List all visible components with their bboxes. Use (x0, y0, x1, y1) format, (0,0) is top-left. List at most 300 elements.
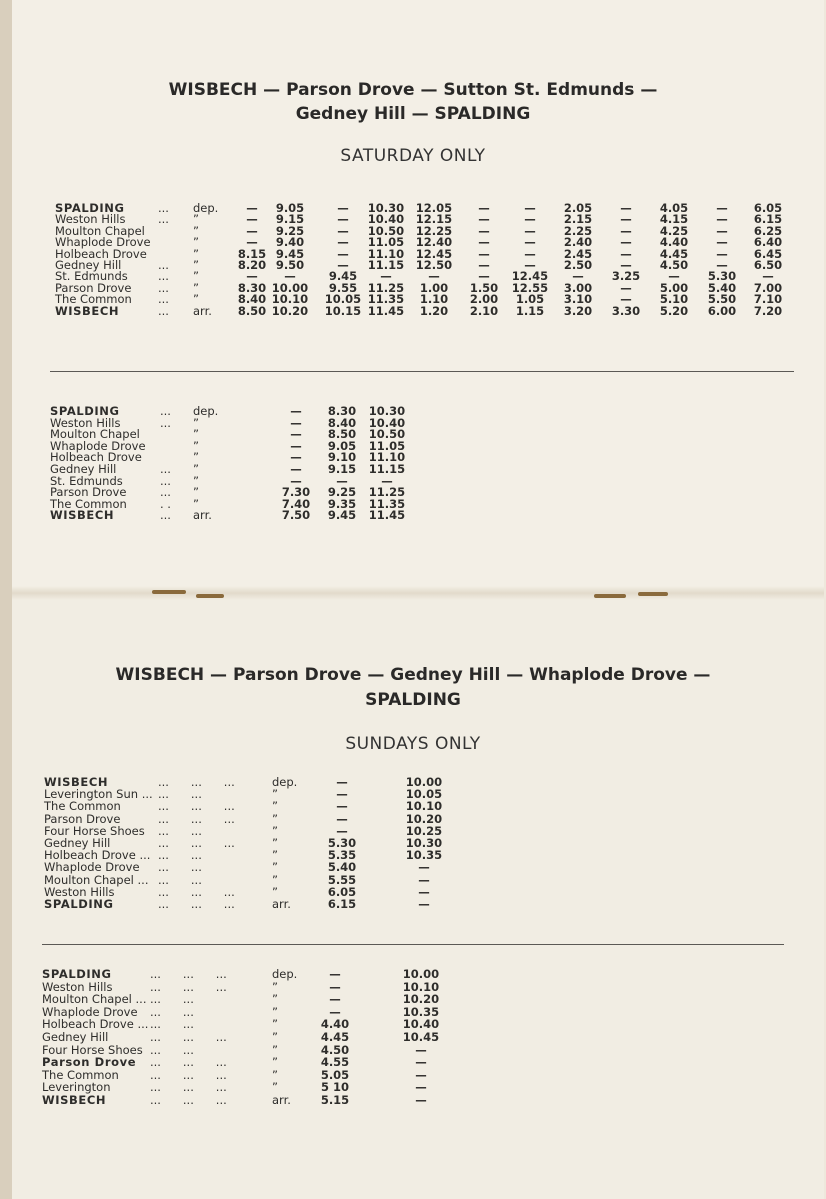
leader-dots: ... (158, 201, 169, 215)
time-cell: — (524, 201, 536, 215)
dep-arr-mark: dep. (272, 967, 298, 981)
dep-arr-mark: ” (272, 823, 278, 838)
time-cell: — (716, 235, 728, 250)
timetable-row (0, 304, 826, 317)
time-cell: 9.35 (327, 496, 357, 511)
dep-arr-mark: ” (193, 438, 199, 453)
time-cell: 11.45 (368, 508, 406, 523)
time-cell: 3.00 (563, 280, 593, 295)
time-cell: 10.20 (405, 811, 443, 826)
time-cell: — (246, 269, 258, 284)
dep-arr-mark: arr. (193, 303, 212, 318)
page-fold (12, 586, 824, 600)
dep-arr-mark: ” (272, 787, 278, 802)
station-name: Parson Drove (42, 1055, 137, 1070)
time-cell: 5.05 (320, 1067, 350, 1082)
time-cell: 4.40 (659, 235, 689, 250)
leader-dots: ... (160, 508, 171, 523)
dep-arr-mark: ” (193, 280, 199, 295)
time-cell: 6.45 (753, 246, 783, 261)
time-cell: 10.05 (405, 787, 443, 802)
time-cell: 10.00 (405, 775, 443, 789)
station-name: SPALDING (44, 897, 114, 911)
time-cell: — (716, 223, 728, 238)
time-cell: 7.50 (281, 508, 311, 523)
leader-dots: ... ... ... (150, 979, 227, 994)
dep-arr-mark: dep. (272, 775, 298, 789)
leader-dots: ... ... ... (158, 811, 235, 826)
time-cell: 10.15 (324, 303, 362, 318)
dep-arr-mark: ” (272, 799, 278, 814)
time-cell: 3.10 (563, 292, 593, 307)
time-cell: 12.50 (415, 258, 453, 272)
time-cell: — (290, 404, 302, 418)
time-cell: 4.40 (320, 1017, 350, 1032)
time-cell: 12.25 (415, 223, 453, 238)
dep-arr-mark: ” (272, 1080, 278, 1095)
time-cell: 11.25 (368, 485, 406, 500)
station-name: Gedney Hill (55, 258, 122, 272)
station-name: Leverington Sun ... (44, 787, 153, 802)
time-cell: — (337, 212, 349, 227)
station-name: Holbeach Drove (55, 246, 147, 261)
time-cell: — (418, 897, 430, 911)
time-cell: 11.35 (367, 292, 405, 307)
time-cell: 9.25 (275, 223, 305, 238)
time-cell: — (337, 235, 349, 250)
time-cell: 2.00 (469, 292, 499, 307)
time-cell: 3.25 (611, 269, 641, 284)
dep-arr-mark: ” (272, 1067, 278, 1082)
sunday-timetable-upper (0, 775, 826, 920)
sunday-day-heading: SUNDAYS ONLY (345, 734, 481, 754)
leader-dots: . . (160, 496, 171, 511)
time-cell: — (620, 280, 632, 295)
time-cell: 11.05 (368, 438, 406, 453)
timetable-row (0, 980, 826, 993)
timetable-row (0, 897, 826, 910)
time-cell: — (524, 258, 536, 272)
leader-dots: ... ... ... (150, 1093, 227, 1107)
time-cell: 5.00 (659, 280, 689, 295)
timetable-row (0, 1043, 826, 1056)
time-cell: 11.25 (367, 280, 405, 295)
time-cell: 10.10 (271, 292, 309, 307)
station-name: Weston Hills (44, 884, 115, 899)
time-cell: 5.20 (659, 303, 689, 318)
time-cell: 6.50 (753, 258, 783, 272)
dep-arr-mark: ” (272, 884, 278, 899)
time-cell: — (716, 246, 728, 261)
time-cell: — (337, 246, 349, 261)
timetable-row (0, 1080, 826, 1093)
time-cell: 5.50 (707, 292, 737, 307)
time-cell: 8.30 (237, 280, 267, 295)
dep-arr-mark: ” (193, 485, 199, 500)
time-cell: 1.05 (515, 292, 545, 307)
time-cell: — (620, 212, 632, 227)
time-cell: 8.50 (237, 303, 267, 318)
timetable-row (0, 1017, 826, 1030)
time-cell: 12.45 (511, 269, 549, 284)
station-name: The Common (50, 496, 127, 511)
time-cell: 9.15 (275, 212, 305, 227)
time-cell: — (329, 967, 341, 981)
time-cell: — (336, 811, 348, 826)
leader-dots: ... (158, 269, 169, 284)
station-name: The Common (44, 799, 121, 814)
leader-dots: ... (160, 415, 171, 430)
time-cell: 9.45 (327, 508, 357, 523)
station-name: SPALDING (42, 967, 112, 981)
time-cell: 10.45 (402, 1030, 440, 1044)
time-cell: — (290, 427, 302, 442)
leader-dots: ... (158, 303, 169, 318)
dep-arr-mark: ” (272, 1004, 278, 1019)
time-cell: 6.15 (753, 212, 783, 227)
time-cell: 11.15 (368, 462, 406, 476)
time-cell: 8.30 (327, 404, 357, 418)
station-name: Moulton Chapel ... (42, 992, 147, 1007)
leader-dots: ... ... ... (158, 775, 235, 789)
saturday-route-title-line1: WISBECH — Parson Drove — Sutton St. Edmunds — (168, 80, 658, 100)
timetable-row (0, 1005, 826, 1018)
station-name: Gedney Hill (50, 462, 117, 476)
sunday-timetable-lower (0, 967, 826, 1112)
dep-arr-mark: ” (272, 979, 278, 994)
time-cell: — (290, 462, 302, 476)
time-cell: — (329, 979, 341, 994)
station-name: St. Edmunds (50, 473, 123, 488)
time-cell: — (337, 201, 349, 215)
leader-dots: ... (158, 212, 169, 227)
time-cell: — (478, 269, 490, 284)
leader-dots: ... ... (158, 860, 202, 875)
leader-dots: ... ... (150, 1042, 194, 1057)
leader-dots: ... ... ... (158, 799, 235, 814)
time-cell: 1.15 (515, 303, 545, 318)
time-cell: — (418, 872, 430, 887)
station-name: Moulton Chapel (55, 223, 145, 238)
time-cell: 11.05 (367, 235, 405, 250)
station-name: SPALDING (50, 404, 120, 418)
sunday-divider (42, 944, 784, 945)
time-cell: — (415, 1080, 427, 1095)
time-cell: 6.15 (327, 897, 357, 911)
station-name: Parson Drove (55, 280, 132, 295)
dep-arr-mark: ” (272, 848, 278, 863)
time-cell: — (478, 258, 490, 272)
timetable-row (0, 1093, 826, 1106)
time-cell: — (524, 212, 536, 227)
timetable-row (0, 824, 826, 837)
sunday-route-title-line2: SPALDING (365, 690, 461, 710)
dep-arr-mark: ” (193, 415, 199, 430)
station-name: Four Horse Shoes (44, 823, 145, 838)
time-cell: 10.10 (405, 799, 443, 814)
leader-dots: ... ... ... (150, 1030, 227, 1044)
timetable-row (0, 787, 826, 800)
time-cell: 11.15 (367, 258, 405, 272)
time-cell: 2.40 (563, 235, 593, 250)
timetable-row (0, 775, 826, 788)
leader-dots: ... (158, 280, 169, 295)
time-cell: — (524, 235, 536, 250)
leader-dots: ... ... ... (158, 884, 235, 899)
time-cell: 9.05 (327, 438, 357, 453)
station-name: The Common (55, 292, 132, 307)
station-name: Holbeach Drove (50, 450, 142, 465)
time-cell: — (246, 212, 258, 227)
dep-arr-mark: ” (272, 1017, 278, 1032)
time-cell: — (524, 246, 536, 261)
station-name: Whaplode Drove (42, 1004, 138, 1019)
time-cell: — (380, 269, 392, 284)
time-cell: 5.30 (327, 836, 357, 850)
sunday-route-title-line1: WISBECH — Parson Drove — Gedney Hill — Whaplode Drove — (115, 665, 711, 685)
station-name: Parson Drove (44, 811, 121, 826)
time-cell: — (716, 258, 728, 272)
time-cell: — (381, 473, 393, 488)
station-name: Leverington (42, 1080, 111, 1095)
saturday-route-title-line2: Gedney Hill — SPALDING (295, 104, 531, 124)
time-cell: 4.45 (659, 246, 689, 261)
time-cell: 10.05 (324, 292, 362, 307)
time-cell: 6.25 (753, 223, 783, 238)
time-cell: — (246, 201, 258, 215)
time-cell: 10.30 (367, 201, 405, 215)
time-cell: — (418, 860, 430, 875)
time-cell: — (478, 223, 490, 238)
timetable-row (0, 967, 826, 980)
station-name: Weston Hills (55, 212, 126, 227)
dep-arr-mark: ” (193, 235, 199, 250)
saturday-divider (50, 371, 794, 372)
time-cell: 10.10 (402, 979, 440, 994)
station-name: Weston Hills (50, 415, 121, 430)
time-cell: 6.05 (753, 201, 783, 215)
time-cell: — (620, 246, 632, 261)
dep-arr-mark: ” (272, 1055, 278, 1070)
dep-arr-mark: arr. (272, 897, 291, 911)
time-cell: 10.35 (405, 848, 443, 863)
time-cell: — (620, 292, 632, 307)
time-cell: — (336, 473, 348, 488)
time-cell: 9.50 (275, 258, 305, 272)
dep-arr-mark: ” (193, 427, 199, 442)
dep-arr-mark: ” (272, 992, 278, 1007)
time-cell: 9.10 (327, 450, 357, 465)
staple-right (594, 594, 626, 598)
leader-dots: ... ... (150, 1004, 194, 1019)
timetable-row (0, 992, 826, 1005)
dep-arr-mark: ” (193, 462, 199, 476)
time-cell: 9.05 (275, 201, 305, 215)
leader-dots: ... ... ... (158, 836, 235, 850)
time-cell: 7.40 (281, 496, 311, 511)
time-cell: — (336, 787, 348, 802)
saturday-timetable-lower (0, 404, 826, 534)
saturday-day-heading: SATURDAY ONLY (340, 146, 486, 166)
dep-arr-mark: ” (193, 269, 199, 284)
staple-left (152, 590, 186, 594)
time-cell: 12.40 (415, 235, 453, 250)
leader-dots: ... ... (158, 823, 202, 838)
leader-dots: ... (158, 258, 169, 272)
time-cell: 12.05 (415, 201, 453, 215)
timetable-row (0, 885, 826, 898)
time-cell: 4.15 (659, 212, 689, 227)
time-cell: 7.30 (281, 485, 311, 500)
time-cell: — (478, 235, 490, 250)
time-cell: — (415, 1042, 427, 1057)
time-cell: — (337, 258, 349, 272)
dep-arr-mark: ” (193, 258, 199, 272)
time-cell: 5.30 (707, 269, 737, 284)
dep-arr-mark: ” (272, 1030, 278, 1044)
time-cell: 9.55 (328, 280, 358, 295)
time-cell: — (418, 884, 430, 899)
time-cell: 7.20 (753, 303, 783, 318)
time-cell: — (336, 823, 348, 838)
leader-dots: ... (160, 473, 171, 488)
time-cell: — (290, 438, 302, 453)
station-name: Weston Hills (42, 979, 113, 994)
time-cell: 4.25 (659, 223, 689, 238)
station-name: WISBECH (44, 775, 109, 789)
leader-dots: ... ... (150, 992, 194, 1007)
time-cell: 5.10 (659, 292, 689, 307)
dep-arr-mark: ” (193, 496, 199, 511)
time-cell: 10.30 (405, 836, 443, 850)
time-cell: — (620, 235, 632, 250)
time-cell: 4.50 (320, 1042, 350, 1057)
leader-dots: ... ... (158, 787, 202, 802)
leader-dots: ... ... ... (150, 1067, 227, 1082)
time-cell: 8.40 (327, 415, 357, 430)
time-cell: 9.15 (327, 462, 357, 476)
time-cell: — (415, 1093, 427, 1107)
time-cell: 10.35 (402, 1004, 440, 1019)
timetable-row (0, 812, 826, 825)
dep-arr-mark: ” (193, 223, 199, 238)
time-cell: 4.50 (659, 258, 689, 272)
leader-dots: ... ... ... (150, 1080, 227, 1095)
time-cell: 11.10 (367, 246, 405, 261)
leader-dots: ... ... ... (150, 1055, 227, 1070)
time-cell: 9.25 (327, 485, 357, 500)
station-name: Whaplode Drove (44, 860, 140, 875)
time-cell: — (478, 201, 490, 215)
time-cell: — (762, 269, 774, 284)
time-cell: 1.00 (419, 280, 449, 295)
leader-dots: ... (160, 462, 171, 476)
time-cell: 5.40 (327, 860, 357, 875)
station-name: WISBECH (50, 508, 115, 523)
time-cell: 12.45 (415, 246, 453, 261)
dep-arr-mark: arr. (272, 1093, 291, 1107)
time-cell: 11.35 (368, 496, 406, 511)
time-cell: 12.15 (415, 212, 453, 227)
leader-dots: ... ... ... (150, 967, 227, 981)
dep-arr-mark: ” (272, 836, 278, 850)
time-cell: 2.15 (563, 212, 593, 227)
staple-right-2 (638, 592, 668, 596)
time-cell: — (620, 201, 632, 215)
time-cell: — (336, 775, 348, 789)
station-name: Parson Drove (50, 485, 127, 500)
time-cell: 10.30 (368, 404, 406, 418)
time-cell: 3.20 (563, 303, 593, 318)
leader-dots: ... ... (158, 848, 202, 863)
time-cell: 10.40 (402, 1017, 440, 1032)
time-cell: 6.05 (327, 884, 357, 899)
dep-arr-mark: ” (193, 246, 199, 261)
time-cell: 5 10 (320, 1080, 349, 1095)
time-cell: — (290, 415, 302, 430)
time-cell: — (478, 246, 490, 261)
time-cell: — (428, 269, 440, 284)
time-cell: 9.45 (328, 269, 358, 284)
time-cell: 2.25 (563, 223, 593, 238)
time-cell: 4.05 (659, 201, 689, 215)
leader-dots: ... ... ... (158, 897, 235, 911)
time-cell: — (337, 223, 349, 238)
time-cell: 1.20 (419, 303, 449, 318)
time-cell: 10.00 (402, 967, 440, 981)
time-cell: 10.20 (271, 303, 309, 318)
time-cell: 5.15 (320, 1093, 350, 1107)
time-cell: 10.20 (402, 992, 440, 1007)
station-name: St. Edmunds (55, 269, 128, 284)
time-cell: 7.10 (753, 292, 783, 307)
time-cell: — (620, 223, 632, 238)
time-cell: 10.25 (405, 823, 443, 838)
leader-dots: ... ... (150, 1017, 194, 1032)
station-name: WISBECH (55, 303, 120, 318)
time-cell: — (620, 258, 632, 272)
leader-dots: ... (160, 485, 171, 500)
timetable-row (0, 836, 826, 849)
time-cell: — (524, 223, 536, 238)
station-name: WISBECH (42, 1093, 107, 1107)
time-cell: — (478, 212, 490, 227)
time-cell: 11.45 (367, 303, 405, 318)
time-cell: 2.05 (563, 201, 593, 215)
dep-arr-mark: ” (272, 1042, 278, 1057)
time-cell: — (415, 1055, 427, 1070)
time-cell: 5.40 (707, 280, 737, 295)
time-cell: — (246, 223, 258, 238)
station-name: Four Horse Shoes (42, 1042, 143, 1057)
dep-arr-mark: ” (272, 872, 278, 887)
time-cell: — (284, 269, 296, 284)
station-name: Holbeach Drove ... (42, 1017, 149, 1032)
timetable-row (0, 508, 826, 521)
dep-arr-mark: ” (272, 811, 278, 826)
dep-arr-mark: ” (193, 212, 199, 227)
time-cell: — (329, 992, 341, 1007)
time-cell: 4.55 (320, 1055, 350, 1070)
time-cell: 8.15 (237, 246, 267, 261)
station-name: The Common (42, 1067, 119, 1082)
station-name: Moulton Chapel ... (44, 872, 149, 887)
time-cell: — (290, 473, 302, 488)
time-cell: 7.00 (753, 280, 783, 295)
time-cell: 8.50 (327, 427, 357, 442)
dep-arr-mark: ” (193, 473, 199, 488)
time-cell: 11.10 (368, 450, 406, 465)
